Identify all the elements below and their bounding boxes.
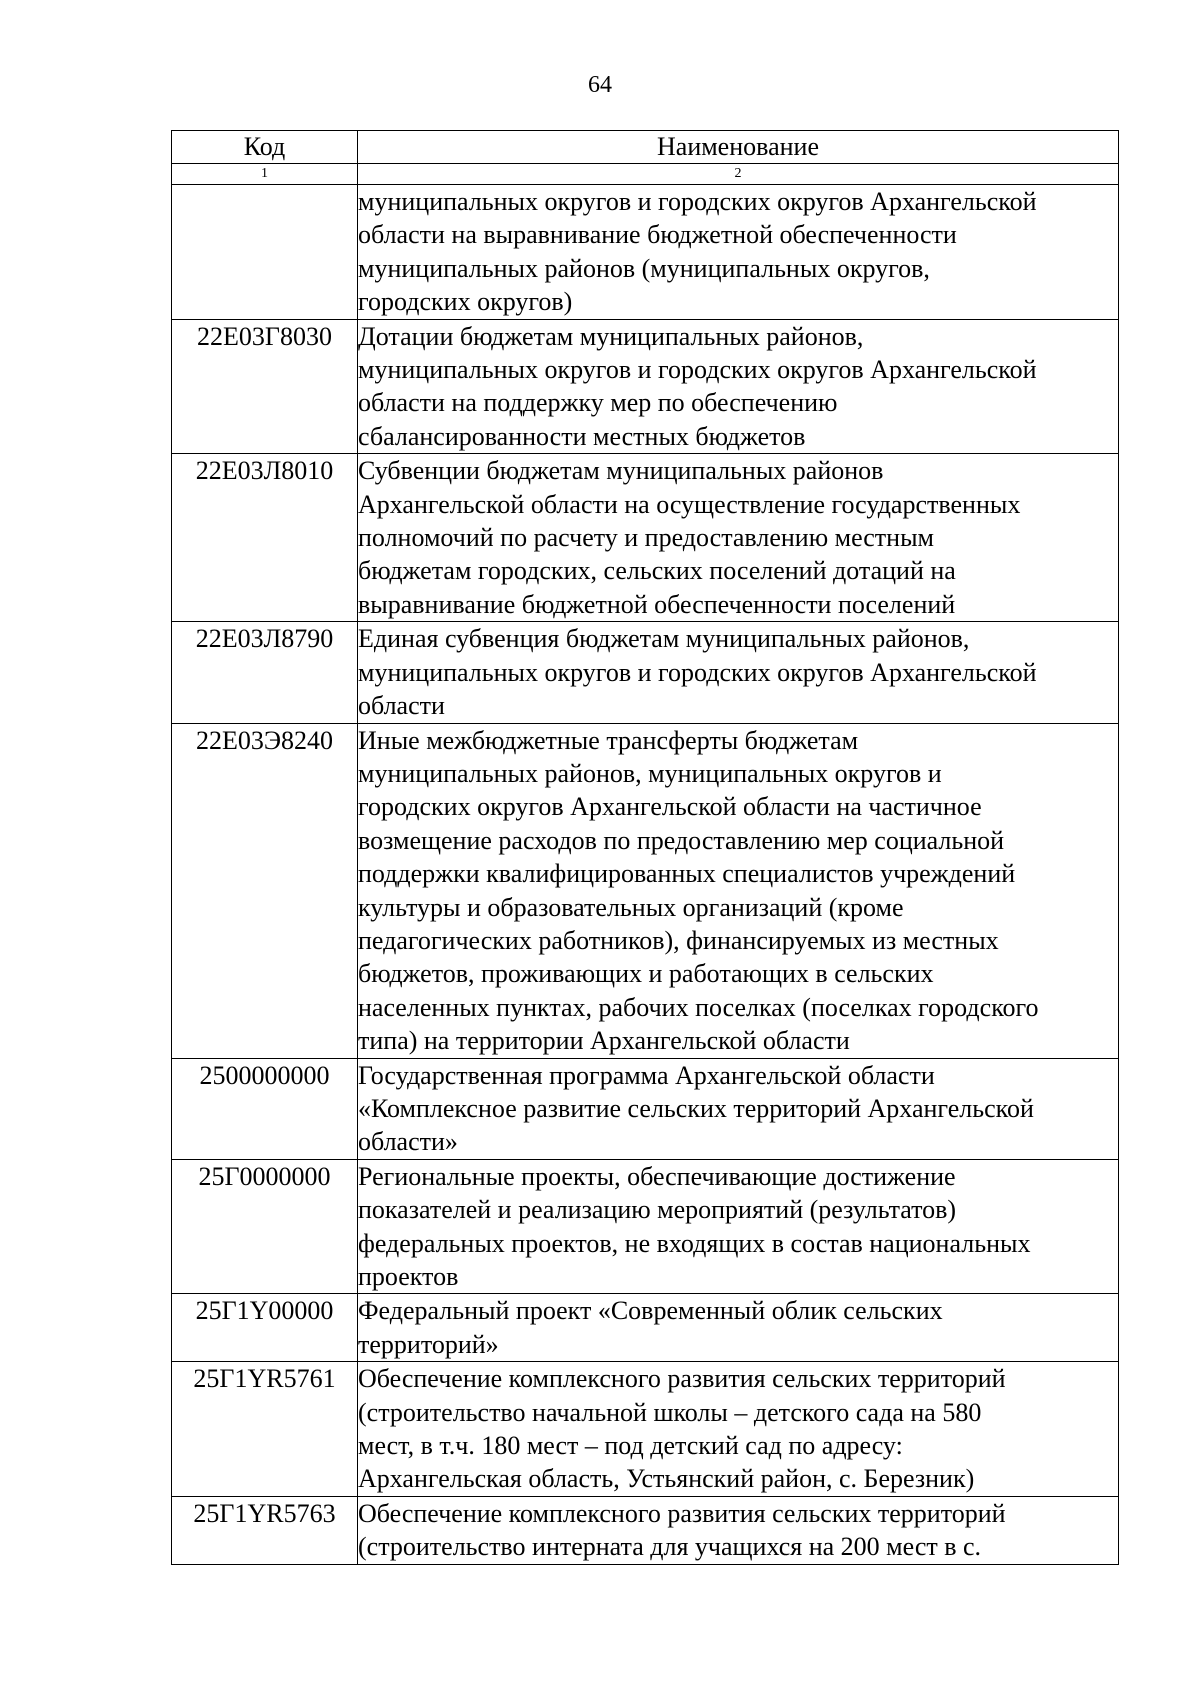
row-name-line: возмещение расходов по предоставлению мер социальной [358, 825, 1005, 855]
table-row [172, 1294, 1119, 1362]
row-name-line: Обеспечение комплексного развития сельских территорий [358, 1498, 1006, 1528]
table-row [172, 319, 1119, 454]
row-code: 22Е03Э8240 [172, 723, 358, 1058]
row-name [358, 1159, 1119, 1294]
row-name-line: области [358, 691, 445, 721]
row-name-line: области» [358, 1127, 458, 1157]
row-name-line: Единая субвенция бюджетам муниципальных районов, [358, 624, 970, 654]
row-name-line: населенных пунктах, рабочих поселках (поселках городского [358, 992, 1039, 1022]
row-name [358, 622, 1119, 723]
row-name [358, 1058, 1119, 1159]
row-name-line: области на выравнивание бюджетной обеспеченности [358, 220, 957, 250]
row-name-line: поддержки квалифицированных специалистов учреждений [358, 859, 1016, 889]
row-name-line: территорий» [358, 1329, 499, 1359]
row-name-line: «Комплексное развитие сельских территорий Архангельской [358, 1093, 1034, 1123]
table-row [172, 1159, 1119, 1294]
header-code: Код [172, 131, 358, 164]
row-code: 22Е03Л8010 [172, 454, 358, 622]
row-name-line: Региональные проекты, обеспечивающие достижение [358, 1161, 956, 1191]
table-body [172, 185, 1119, 1565]
column-number-row [172, 164, 1119, 185]
row-name-line: Государственная программа Архангельской области [358, 1060, 935, 1090]
row-code: 25Г1YR5761 [172, 1362, 358, 1497]
table-row [172, 185, 1119, 320]
budget-code-table [171, 130, 1119, 1565]
row-name [358, 185, 1119, 320]
row-name-line: муниципальных районов, муниципальных округов и [358, 758, 942, 788]
row-name [358, 319, 1119, 454]
row-code: 25Г1Y00000 [172, 1294, 358, 1362]
row-name-line: педагогических работников), финансируемых из местных [358, 925, 999, 955]
row-name-line: городских округов) [358, 287, 573, 317]
row-name-line: (строительство начальной школы – детского сада на 580 [358, 1397, 982, 1427]
row-code: 22Е03Л8790 [172, 622, 358, 723]
row-name [358, 454, 1119, 622]
table-row [172, 1496, 1119, 1564]
row-name-line: типа) на территории Архангельской области [358, 1026, 850, 1056]
table-row [172, 622, 1119, 723]
table-row [172, 1362, 1119, 1497]
table-row [172, 723, 1119, 1058]
table-row [172, 454, 1119, 622]
table-row [172, 1058, 1119, 1159]
row-name [358, 1362, 1119, 1497]
row-name-line: Обеспечение комплексного развития сельских территорий [358, 1364, 1006, 1394]
row-name-line: бюджетам городских, сельских поселений дотаций на [358, 556, 956, 586]
row-name-line: выравнивание бюджетной обеспеченности поселений [358, 589, 956, 619]
row-name [358, 723, 1119, 1058]
row-code: 25Г0000000 [172, 1159, 358, 1294]
row-name-line: муниципальных округов и городских округов Архангельской [358, 657, 1037, 687]
row-code: 2500000000 [172, 1058, 358, 1159]
row-name-line: проектов [358, 1262, 459, 1291]
row-name-line: Архангельская область, Устьянский район, с. Березник) [358, 1464, 975, 1494]
row-code [172, 185, 358, 320]
row-name-line: муниципальных округов и городских округов Архангельской [358, 187, 1037, 216]
row-name-line: Федеральный проект «Современный облик сельских [358, 1296, 943, 1326]
header-name: Наименование [358, 131, 1119, 164]
row-name [358, 1294, 1119, 1362]
row-code: 22Е03Г8030 [172, 319, 358, 454]
row-name-line: муниципальных районов (муниципальных округов, [358, 253, 930, 283]
row-name-line: полномочий по расчету и предоставлению местным [358, 523, 934, 553]
row-name-line: Архангельской области на осуществление государственных [358, 489, 1021, 519]
row-name [358, 1496, 1119, 1564]
header-row [172, 131, 1119, 164]
table-header [172, 131, 1119, 185]
row-name-line: культуры и образовательных организаций (кроме [358, 892, 904, 922]
page-number: 64 [588, 72, 612, 98]
row-name-line: муниципальных округов и городских округов Архангельской [358, 355, 1037, 385]
row-name-line: бюджетов, проживающих и работающих в сельских [358, 959, 934, 989]
row-name-line: Субвенции бюджетам муниципальных районов [358, 456, 884, 486]
row-name-line: (строительство интерната для учащихся на 200 мест в с. [358, 1532, 982, 1562]
column-number-code: 1 [172, 164, 358, 185]
row-name-line: мест, в т.ч. 180 мест – под детский сад по адресу: [358, 1431, 903, 1461]
row-name-line: показателей и реализацию мероприятий (результатов) [358, 1195, 957, 1225]
row-name-line: области на поддержку мер по обеспечению [358, 388, 838, 418]
row-name-line: городских округов Архангельской области на частичное [358, 792, 982, 822]
row-name-line: сбалансированности местных бюджетов [358, 421, 806, 451]
row-code: 25Г1YR5763 [172, 1496, 358, 1564]
column-number-name: 2 [358, 164, 1119, 185]
row-name-line: Дотации бюджетам муниципальных районов, [358, 321, 864, 351]
row-name-line: федеральных проектов, не входящих в состав национальных [358, 1228, 1031, 1258]
row-name-line: Иные межбюджетные трансферты бюджетам [358, 725, 859, 755]
